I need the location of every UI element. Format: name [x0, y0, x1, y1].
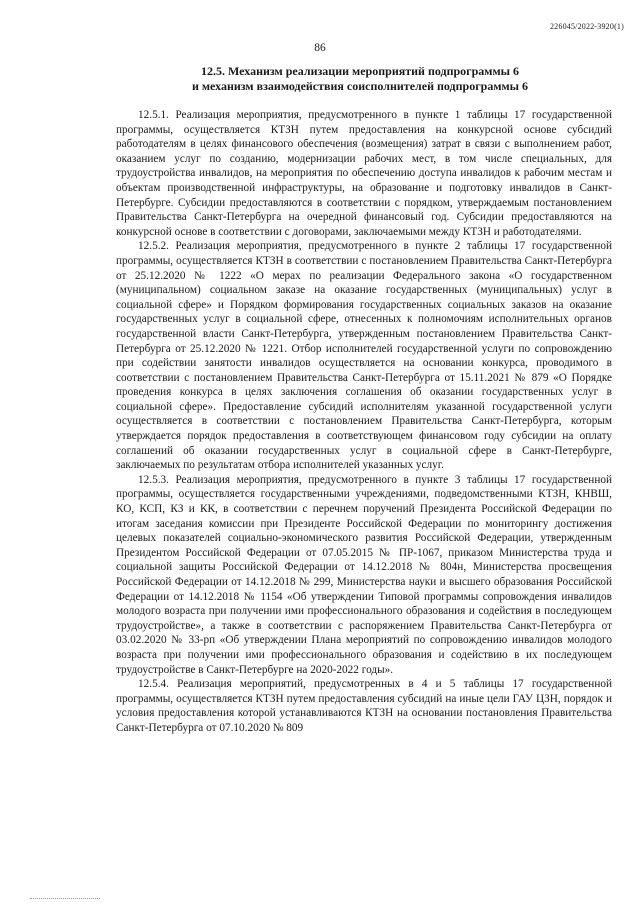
scan-artifact-line	[30, 898, 100, 899]
paragraph-12-5-3: 12.5.3. Реализация мероприятия, предусмотренного в пункте 3 таблицы 17 государственной программы, осуществляется государственными учреждениями, подведомственными КТЗН, КНВШ, КО, КСП, КЗ и КК, в соответствии с перечнем поручений Президента Российской Федерации по итогам заседания комиссии при Президенте Российской Федерации по мониторингу достижения целевых показателей социально-экономического развития Российской Федерации, утвержденным Президентом Российской Федерации от 07.05.2015 № ПР-1067, приказом Министерства труда и социальной защиты Российской Федерации от 14.12.2018 № 804н, Министерства просвещения Российской Федерации от 14.12.2018 № 299, Министерства науки и высшего образования Российской Федерации от 14.12.2018 № 1154 «Об утверждении Типовой программы сопровождения инвалидов молодого возраста при получении ими профессионального образования и содействия в последующем трудоустройстве», а также в соответствии с распоряжением Правительства Санкт-Петербурга от 03.02.2020 № 33-рп «Об утверждении Плана мероприятий по сопровождению инвалидов молодого возраста при получении ими профессионального образования и содействию в их последующем трудоустройстве в Санкт-Петербурге на 2020-2022 годы».	[116, 473, 612, 676]
section-title-line-1: 12.5. Механизм реализации мероприятий подпрограммы 6	[200, 64, 520, 78]
paragraph-12-5-2: 12.5.2. Реализация мероприятия, предусмотренного в пункте 2 таблицы 17 государственной программы, осуществляется КТЗН в соответствии с постановлением Правительства Санкт-Петербурга от 25.12.2020 № 1222 «О мерах по реализации Федерального закона «О государственном (муниципальном) социальном заказе на оказание государственных (муниципальных) услуг в социальной сфере» и Порядком формирования государственных социальных заказов на оказание государственных услуг в социальной сфере, отнесенных к полномочиям исполнительных органов государственной власти Санкт-Петербурга, утвержденным постановлением Правительства Санкт-Петербурга от 25.12.2020 № 1221. Отбор исполнителей государственной услуги по сопровождению при содействии занятости инвалидов осуществляется на основании конкурса, проводимого в соответствии с постановлением Правительства Санкт-Петербурга от 15.11.2021 № 879 «О Порядке проведения конкурса в целях заключения соглашения об оказании государственных услуг в социальной сфере». Предоставление субсидий исполнителям указанной государственной услуги осуществляется в соответствии с постановлением Правительства Санкт-Петербурга, которым утверждается порядок предоставления в соответствующем финансовом году субсидии на оплату соглашений об оказании государственных услуг в социальной сфере в Санкт-Петербурге, заключаемых по результатам отбора исполнителей указанных услуг.	[116, 240, 612, 472]
section-title-line-2: и механизм взаимодействия соисполнителей подпрограммы 6	[191, 79, 529, 93]
section-title	[110, 64, 610, 94]
paragraph-12-5-4: 12.5.4. Реализация мероприятий, предусмотренных в 4 и 5 таблицы 17 государственной программы, осуществляется КТЗН путем предоставления субсидий на иные цели ГАУ ЦЗН, порядок и условия предоставления которой устанавливаются КТЗН на основании постановления Правительства Санкт-Петербурга от 07.10.2020 № 809	[116, 678, 612, 734]
page-number: 86	[314, 42, 326, 54]
document-id: 226045/2022-3920(1)	[549, 22, 624, 31]
document-body	[116, 108, 612, 736]
paragraph-12-5-1: 12.5.1. Реализация мероприятия, предусмотренного в пункте 1 таблицы 17 государственной программы, осуществляется КТЗН путем предоставления на конкурсной основе субсидий работодателям в целях финансового обеспечения (возмещения) затрат в связи с выполнением работ, оказанием услуг по созданию, модернизации рабочих мест, в том числе специальных, для трудоустройства инвалидов, на мероприятия по обеспечению доступа инвалидов к рабочим местам и объектам производственной инфраструктуры, на образование и подготовку инвалидов в Санкт-Петербурге. Субсидии предоставляются в соответствии с порядком, утверждаемым постановлением Правительства Санкт-Петербурга на очередной финансовый год. Субсидии предоставляются на конкурсной основе в соответствии с договорами, заключаемыми между КТЗН и работодателями.	[116, 109, 612, 238]
